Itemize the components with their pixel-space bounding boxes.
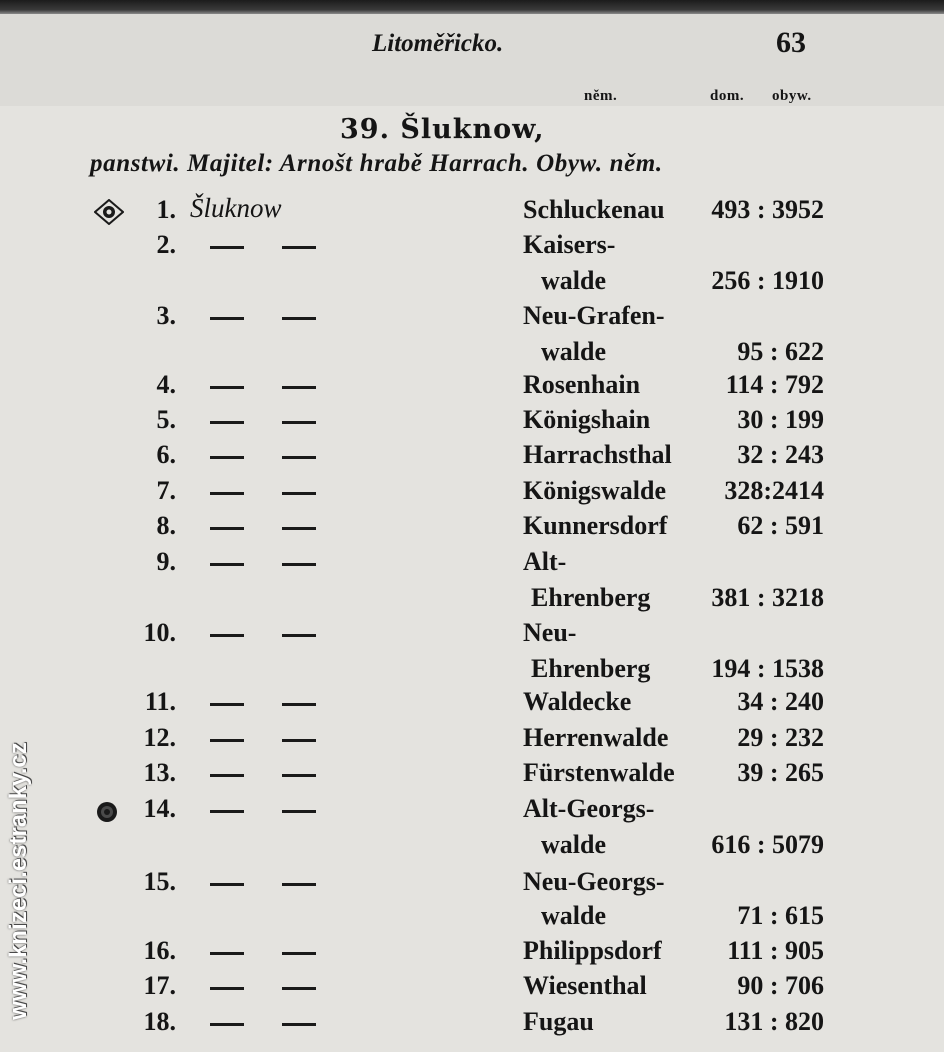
row-number: 16. xyxy=(143,936,176,965)
houses-inhabitants: 71 : 615 xyxy=(737,901,824,930)
houses-inhabitants: 114 : 792 xyxy=(725,370,824,399)
parish-church-icon xyxy=(96,801,118,823)
german-name-line1: Neu- xyxy=(523,618,577,647)
german-name-line1: Kaisers- xyxy=(523,230,616,259)
ditto-mark xyxy=(282,774,316,777)
ditto-mark xyxy=(210,246,244,249)
houses-inhabitants: 90 : 706 xyxy=(737,971,824,1000)
german-name: Philippsdorf xyxy=(523,936,662,965)
page-header-title: Litoměřicko. xyxy=(372,30,504,57)
ditto-mark xyxy=(282,739,316,742)
german-name: Rosenhain xyxy=(523,370,641,399)
ditto-mark xyxy=(282,563,316,566)
ditto-mark xyxy=(210,317,244,320)
column-header-dom: dom. xyxy=(710,88,745,104)
row-number: 15. xyxy=(143,867,176,896)
german-name-line1: Neu-Georgs- xyxy=(523,867,665,896)
ditto-mark xyxy=(282,456,316,459)
row-number: 7. xyxy=(156,476,176,505)
houses-inhabitants: 616 : 5079 xyxy=(711,830,824,859)
row-number: 13. xyxy=(143,758,176,787)
german-name-line2: Ehrenberg xyxy=(531,583,651,612)
ditto-mark xyxy=(210,987,244,990)
ditto-mark xyxy=(210,703,244,706)
row-number: 8. xyxy=(156,511,176,540)
german-name: Fugau xyxy=(523,1007,594,1036)
german-name: Herrenwalde xyxy=(523,723,669,752)
row-number: 12. xyxy=(143,723,176,752)
column-header-nem: něm. xyxy=(584,88,618,104)
ditto-mark xyxy=(282,246,316,249)
ditto-mark xyxy=(210,1023,244,1026)
ditto-mark xyxy=(210,883,244,886)
german-name-line1: Alt- xyxy=(523,547,567,576)
row-number: 6. xyxy=(156,440,176,469)
german-name: Kunnersdorf xyxy=(523,511,668,540)
row-number: 5. xyxy=(156,405,176,434)
german-name-line1: Neu-Grafen- xyxy=(523,301,665,330)
ditto-mark xyxy=(210,774,244,777)
ditto-mark xyxy=(282,883,316,886)
german-name: Königswalde xyxy=(523,476,667,505)
houses-inhabitants: 131 : 820 xyxy=(724,1007,824,1036)
ditto-mark xyxy=(282,492,316,495)
ditto-mark xyxy=(282,634,316,637)
houses-inhabitants: 194 : 1538 xyxy=(711,654,824,683)
houses-inhabitants: 62 : 591 xyxy=(737,511,824,540)
row-number: 9. xyxy=(156,547,176,576)
ditto-mark xyxy=(282,1023,316,1026)
german-name-line2: Ehrenberg xyxy=(531,654,651,683)
ditto-mark xyxy=(282,987,316,990)
row-number: 2. xyxy=(156,230,176,259)
row-number: 17. xyxy=(143,971,176,1000)
houses-inhabitants: 30 : 199 xyxy=(737,405,824,434)
czech-name: Šluknow xyxy=(190,193,282,223)
houses-inhabitants: 328:2414 xyxy=(724,476,824,505)
row-number: 1. xyxy=(156,195,176,224)
ditto-mark xyxy=(282,386,316,389)
scan-edge xyxy=(0,0,944,14)
ditto-mark xyxy=(210,810,244,813)
houses-inhabitants: 34 : 240 xyxy=(737,687,824,716)
german-name-line2: walde xyxy=(541,266,606,295)
ditto-mark xyxy=(210,456,244,459)
ditto-mark xyxy=(210,492,244,495)
houses-inhabitants: 256 : 1910 xyxy=(711,266,824,295)
ditto-mark xyxy=(210,386,244,389)
ditto-mark xyxy=(210,952,244,955)
houses-inhabitants: 32 : 243 xyxy=(737,440,824,469)
ditto-mark xyxy=(210,634,244,637)
ditto-mark xyxy=(210,527,244,530)
houses-inhabitants: 111 : 905 xyxy=(727,936,824,965)
german-name: Schluckenau xyxy=(523,195,665,224)
column-header-obyw: obyw. xyxy=(772,88,812,104)
houses-inhabitants: 95 : 622 xyxy=(737,337,824,366)
german-name-line2: walde xyxy=(541,337,606,366)
row-number: 14. xyxy=(143,794,176,823)
watermark xyxy=(0,722,38,1040)
row-number: 3. xyxy=(156,301,176,330)
row-number: 10. xyxy=(143,618,176,647)
ditto-mark xyxy=(282,527,316,530)
row-number: 18. xyxy=(143,1007,176,1036)
german-name: Harrachsthal xyxy=(523,440,672,469)
ditto-mark xyxy=(210,563,244,566)
houses-inhabitants: 381 : 3218 xyxy=(711,583,824,612)
houses-inhabitants: 39 : 265 xyxy=(737,758,824,787)
houses-inhabitants: 29 : 232 xyxy=(737,723,824,752)
row-number: 4. xyxy=(156,370,176,399)
german-name: Waldecke xyxy=(523,687,632,716)
houses-inhabitants: 493 : 3952 xyxy=(711,195,824,224)
german-name-line2: walde xyxy=(541,901,606,930)
ditto-mark xyxy=(282,421,316,424)
watermark-text: www.knizeci.estranky.cz xyxy=(5,742,32,1020)
section-subtitle: panstwi. Majitel: Arnošt hrabě Harrach. Obyw. něm. xyxy=(90,150,663,177)
section-title: 39. Šluknow, xyxy=(340,114,545,145)
german-name-line1: Alt-Georgs- xyxy=(523,794,655,823)
german-name-line2: walde xyxy=(541,830,606,859)
row-number: 11. xyxy=(144,687,176,716)
ditto-mark xyxy=(282,952,316,955)
ditto-mark xyxy=(210,421,244,424)
ditto-mark xyxy=(282,810,316,813)
page-number: 63 xyxy=(776,26,806,59)
ditto-mark xyxy=(282,703,316,706)
ditto-mark xyxy=(282,317,316,320)
castle-seat-icon xyxy=(94,199,124,225)
german-name: Fürstenwalde xyxy=(523,758,675,787)
ditto-mark xyxy=(210,739,244,742)
german-name: Königshain xyxy=(523,405,651,434)
german-name: Wiesenthal xyxy=(523,971,647,1000)
